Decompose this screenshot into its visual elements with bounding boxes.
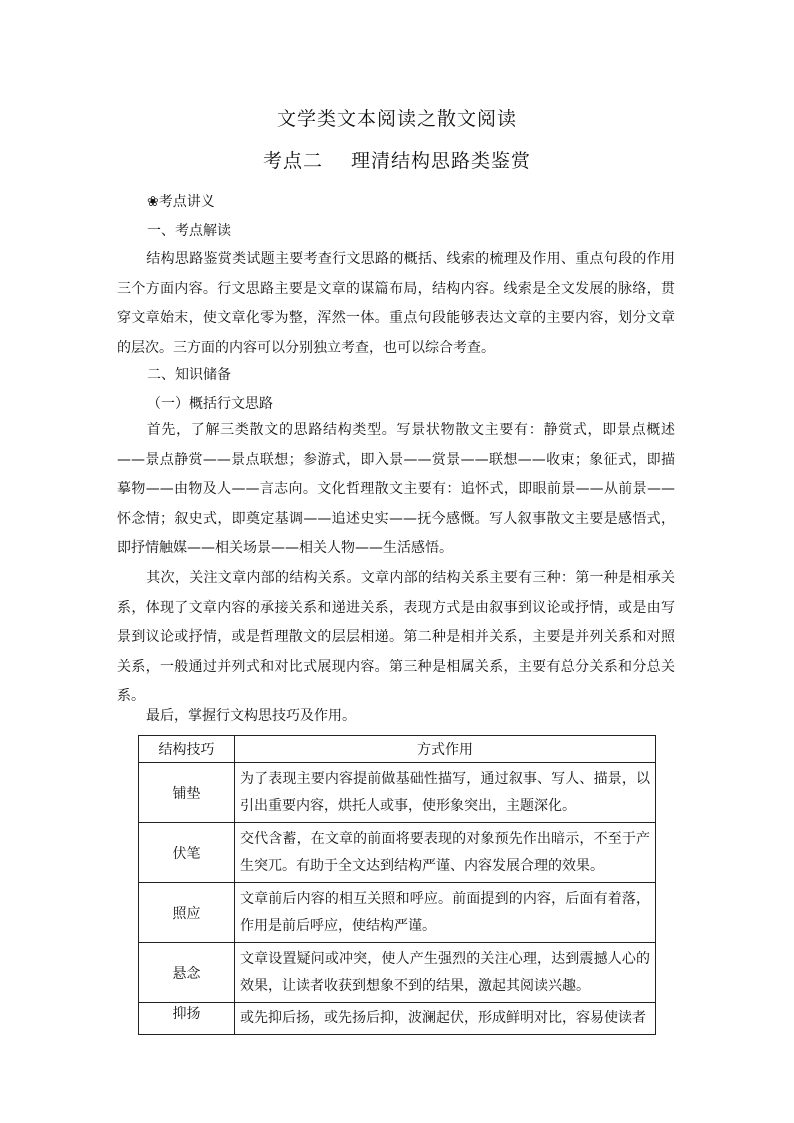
lecture-label: ❀考点讲义 — [147, 194, 215, 210]
table-header-technique: 结构技巧 — [139, 736, 235, 763]
technique-name: 悬念 — [139, 943, 235, 1003]
table-row — [139, 943, 656, 1003]
table-row — [139, 883, 656, 943]
subtitle-prefix: 考点二 — [262, 150, 323, 172]
table-row — [139, 1003, 656, 1035]
technique-name: 铺垫 — [139, 763, 235, 823]
paragraph-text: 最后，掌握行文构思技巧及作用。 — [146, 708, 356, 724]
technique-name: 抑扬 — [139, 1003, 235, 1035]
paragraph-text: 其次，关注文章内部的结构关系。文章内部的结构关系主要有三种：第一种是相承关系，体现了文章内容的承接关系和递进关系，表现方式是由叙事到议论或抒情，或是由写景到议论或抒情，或是哲理散文的层层相递。第二种是相并关系，主要是并列关系和对照关系，一般通过并列式和对比式展现内容。第三种是相属关系，主要有总分关系和分总关系。 — [117, 570, 675, 704]
table-row — [139, 823, 656, 883]
table-header-function: 方式作用 — [235, 736, 656, 763]
paragraph-last — [117, 702, 675, 732]
subsection-heading-1: （一）概括行文思路 — [147, 396, 273, 412]
document-subtitle — [0, 146, 794, 173]
paragraph-first — [117, 416, 675, 564]
paragraph-text: 首先，了解三类散文的思路结构类型。写景状物散文主要有：静赏式，即景点概述——景点静赏——景点联想；参游式，即入景——赏景——联想——收束；象征式，即描摹物——由物及人——言志向。文化哲理散文主要有：追怀式，即眼前景——从前景——怀念情；叙史式，即奠定基调——追述史实——抚今感慨。写人叙事散文主要是感悟式，即抒情触媒——相关场景——相关人物——生活感悟。 — [117, 422, 675, 556]
technique-desc: 为了表现主要内容提前做基础性描写，通过叙事、写人、描景，以引出重要内容，烘托人或事，使形象突出，主题深化。 — [235, 763, 656, 823]
table-header-row — [139, 736, 656, 763]
section-heading-2: 二、知识储备 — [147, 367, 231, 383]
paragraph-text: 结构思路鉴赏类试题主要考查行文思路的概括、线索的梳理及作用、重点句段的作用三个方面内容。行文思路主要是文章的谋篇布局，结构内容。线索是全文发展的脉络，贯穿文章始末，使文章化零为整，浑然一体。重点句段能够表达文章的主要内容，划分文章的层次。三方面的内容可以分别独立考查，也可以综合考查。 — [117, 251, 675, 356]
paragraph-second — [117, 564, 675, 712]
technique-desc: 文章设置疑问或冲突，使人产生强烈的关注心理，达到震撼人心的效果，让读者收获到想象不到的结果，激起其阅读兴趣。 — [235, 943, 656, 1003]
subtitle-main: 理清结构思路类鉴赏 — [351, 150, 532, 172]
table-row — [139, 763, 656, 823]
technique-desc: 文章前后内容的相互关照和呼应。前面提到的内容，后面有着落，作用是前后呼应，使结构严谨。 — [235, 883, 656, 943]
technique-name: 照应 — [139, 883, 235, 943]
document-title: 文学类文本阅读之散文阅读 — [276, 108, 517, 130]
technique-table — [138, 735, 656, 1035]
section-heading-1: 一、考点解读 — [147, 223, 231, 239]
technique-desc: 交代含蓄，在文章的前面将要表现的对象预先作出暗示，不至于产生突兀。有助于全文达到结构严谨、内容发展合理的效果。 — [235, 823, 656, 883]
technique-name: 伏笔 — [139, 823, 235, 883]
technique-desc: 或先抑后扬，或先扬后抑，波澜起伏，形成鲜明对比，容易使读者 — [235, 1003, 656, 1035]
paragraph-exam-analysis — [117, 245, 675, 363]
